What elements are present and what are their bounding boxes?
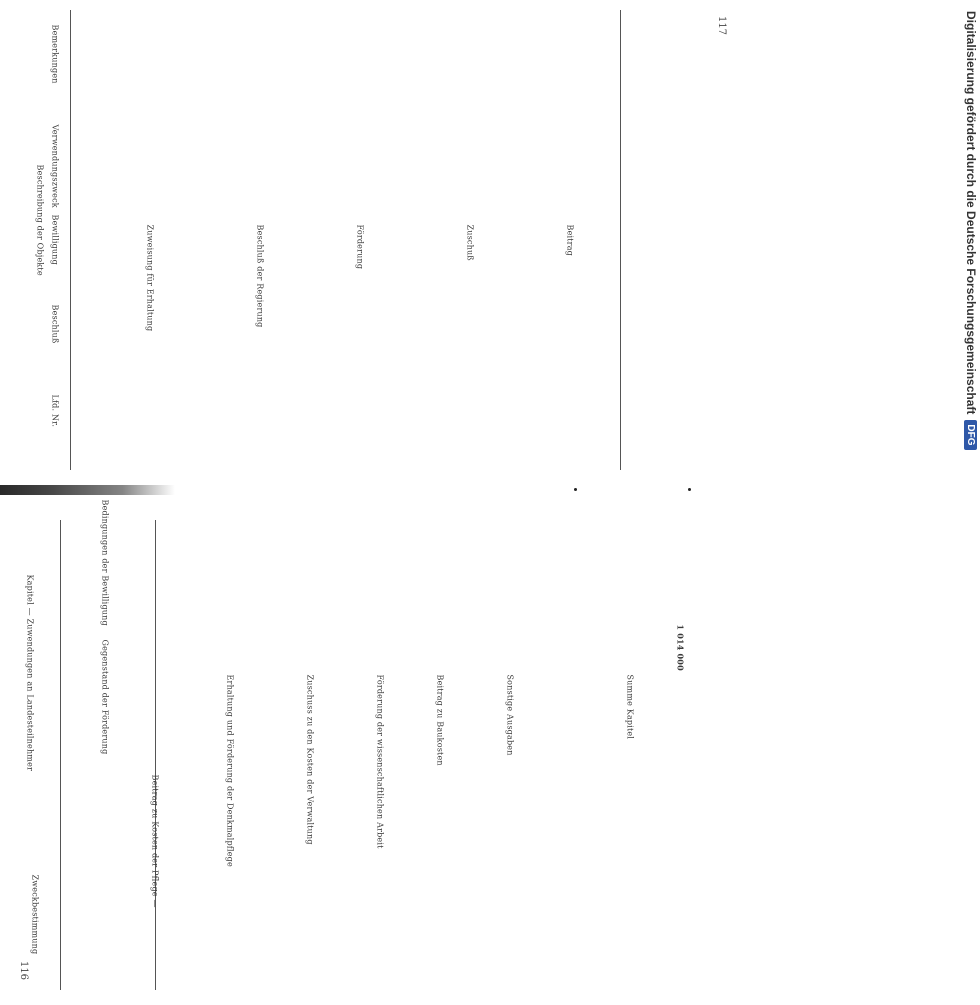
left-row-2: Erhaltung und Förderung der Denkmalpflege [225, 674, 235, 867]
right-col-header-2: Beschluß [50, 304, 60, 344]
left-col-header-1: Zweckbestimmung [30, 874, 40, 955]
left-row-5: Beitrag zu Baukosten [435, 674, 445, 766]
dfg-logo: DFG [965, 420, 978, 449]
right-col-header-1: Lfd. Nr. [50, 394, 60, 428]
left-total: 1 014 000 [675, 624, 686, 671]
right-col-header-3: Bewilligung [50, 214, 60, 265]
left-row-4: Förderung der wissenschaftlichen Arbeit [375, 674, 385, 849]
scan-speck [688, 488, 691, 491]
footer-credit [962, 11, 980, 731]
left-column-rule-1 [60, 520, 61, 990]
right-entry-1: Zuweisung für Erhaltung [145, 224, 155, 332]
binding-shadow [0, 485, 175, 495]
footer-credit-text: Digitalisierung gefördert durch die Deutsche Forschungsgemeinschaft [964, 11, 978, 415]
left-row-7: Summe Kapitel [625, 674, 635, 740]
right-col-header-4: Verwendungszweck [50, 124, 60, 208]
left-row-3: Zuschuss zu den Kosten der Verwaltung [305, 674, 315, 845]
left-col-header-2: Gegenstand der Förderung [100, 639, 110, 755]
scan-speck [574, 488, 577, 491]
right-entry-3: Förderung [355, 224, 365, 270]
page-number-left: 116 [18, 960, 30, 981]
right-column-rule-2 [620, 10, 621, 470]
right-col-header-5: Bemerkungen [50, 24, 60, 84]
right-column-rule-1 [70, 10, 71, 470]
left-page-header: Kapitel — Zuwendungen an Landesteilnehmer [25, 574, 35, 772]
right-entry-4: Zuschuß [465, 224, 475, 261]
right-entry-2: Beschluß der Regierung [255, 224, 265, 328]
left-row-1: Beitrag zu Kosten der Pflege — [150, 774, 160, 908]
right-page-header: Beschreibung der Objekte [35, 164, 45, 276]
left-row-6: Sonstige Ausgaben [505, 674, 515, 756]
left-col-header-3: Bedingungen der Bewilligung [100, 499, 110, 626]
page-number-right: 117 [716, 15, 728, 36]
right-entry-5: Beitrag [565, 224, 575, 257]
